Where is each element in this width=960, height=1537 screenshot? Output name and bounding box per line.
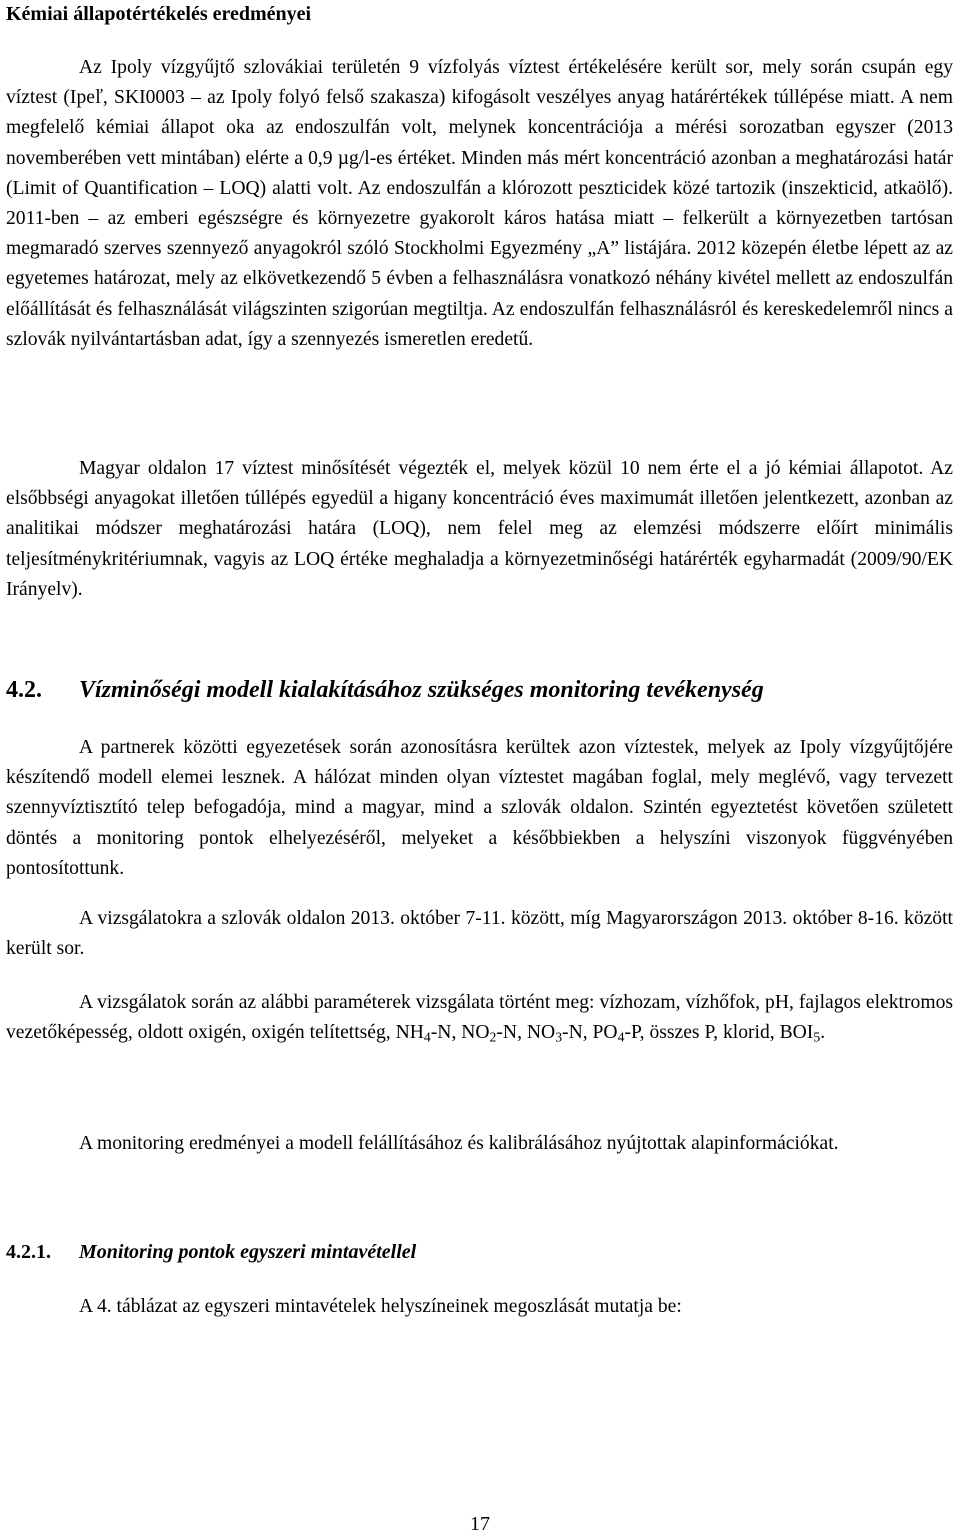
paragraph-parameters: A vizsgálatok során az alábbi paraméterek vizsgálata történt meg: vízhozam, vízhőfok, pH, fajlagos elektromos vezetőképesség, oldott oxigén, oxigén telítettség, $NH_4-N$, $NO_2-N$, $NO_3-N$, $PO_4-P$, összes P, klorid, $BOI_5$. bbox=[6, 992, 953, 1045]
subsection-4-2-1-heading bbox=[6, 1238, 953, 1268]
paragraph-monitoring-results: A monitoring eredményei a modell felállításához és kalibrálásához nyújtottak alapinformációkat. bbox=[79, 1133, 839, 1154]
paragraph-table-intro: A 4. táblázat az egyszeri mintavételek helyszíneinek megoszlását mutatja be: bbox=[79, 1296, 682, 1317]
section-4-2-heading bbox=[6, 674, 953, 707]
section-title: Vízminőségi modell kialakításához szükséges monitoring tevékenység bbox=[79, 677, 764, 703]
paragraph-slovak-chemical: Az Ipoly vízgyűjtő szlovákiai területén 9 vízfolyás víztest értékelésére került sor, mely során csupán egy víztest (Ipeľ, SKI0003 – az Ipoly folyó felső szakasza) kifogásolt veszélyes anyag határértékek túllépése miatt. A nem megfelelő kémiai állapot oka az endoszulfán volt, melynek koncentrációja a mérési sorozatban egyszer (2013 novemberében vett mintában) elérte a 0,9 µg/l-es értéket. Minden más mért koncentráció azonban a meghatározási határ (Limit of Quantification – LOQ) alatti volt. Az endoszulfán a klórozott peszticidek közé tartozik (inszekticid, atkaölő). 2011-ben – az emberi egészségre és környezetre gyakorolt káros hatása miatt – felkerült a környezetben tartósan megmaradó szerves szennyező anyagokról szóló Stockholmi Egyezmény „A” listájára. 2012 közepén életbe lépett az az egyetemes határozat, mely az elkövetkezendő 5 évben a felhasználásra vonatkozó néhány kivétel mellett az endoszulfán előállítását és felhasználását világszinten szigorúan megtiltja. Az endoszulfán felhasználásról és kereskedelemről nincs a szlovák nyilvántartásban adat, így a szennyezés ismeretlen eredetű. bbox=[6, 57, 953, 350]
section-heading-chemical: Kémiai állapotértékelés eredményei bbox=[6, 3, 312, 25]
subsection-title: Monitoring pontok egyszeri mintavétellel bbox=[79, 1241, 417, 1263]
subsection-number: 4.2.1. bbox=[6, 1241, 51, 1263]
paragraph-dates: A vizsgálatokra a szlovák oldalon 2013. október 7-11. között, míg Magyarországon 2013. október 8-16. között került sor. bbox=[6, 908, 953, 960]
paragraph-hungarian-chemical: Magyar oldalon 17 víztest minősítését végezték el, melyek közül 10 nem érte el a jó kémiai állapotot. Az elsőbbségi anyagokat illetően túllépés egyedül a higany koncentráció éves maximumát illetően jelentkezett, azonban az analitikai módszer meghatározási határa (LOQ), nem felel meg az elemzési módszerre előírt minimális teljesítménykritériumnak, vagyis az LOQ értéke meghaladja a környezetminőségi határérték egyharmadát (2009/90/EK Irányelv). bbox=[6, 458, 953, 600]
paragraph-partners: A partnerek közötti egyezetések során azonosításra kerültek azon víztestek, melyek az Ipoly vízgyűjtőjére készítendő modell elemei lesznek. A hálózat minden olyan víztestet magában foglal, mely meglévő, vagy tervezett szennyvíztisztító telep befogadója, mind a magyar, mind a szlovák oldalon. Szintén egyeztetést követően született döntés a monitoring pontok elhelyezéséről, melyeket a későbbiekben a helyszíni viszonyok függvényében pontosítottunk. bbox=[6, 737, 953, 879]
section-number: 4.2. bbox=[6, 677, 42, 703]
page-number: 17 bbox=[470, 1513, 490, 1535]
